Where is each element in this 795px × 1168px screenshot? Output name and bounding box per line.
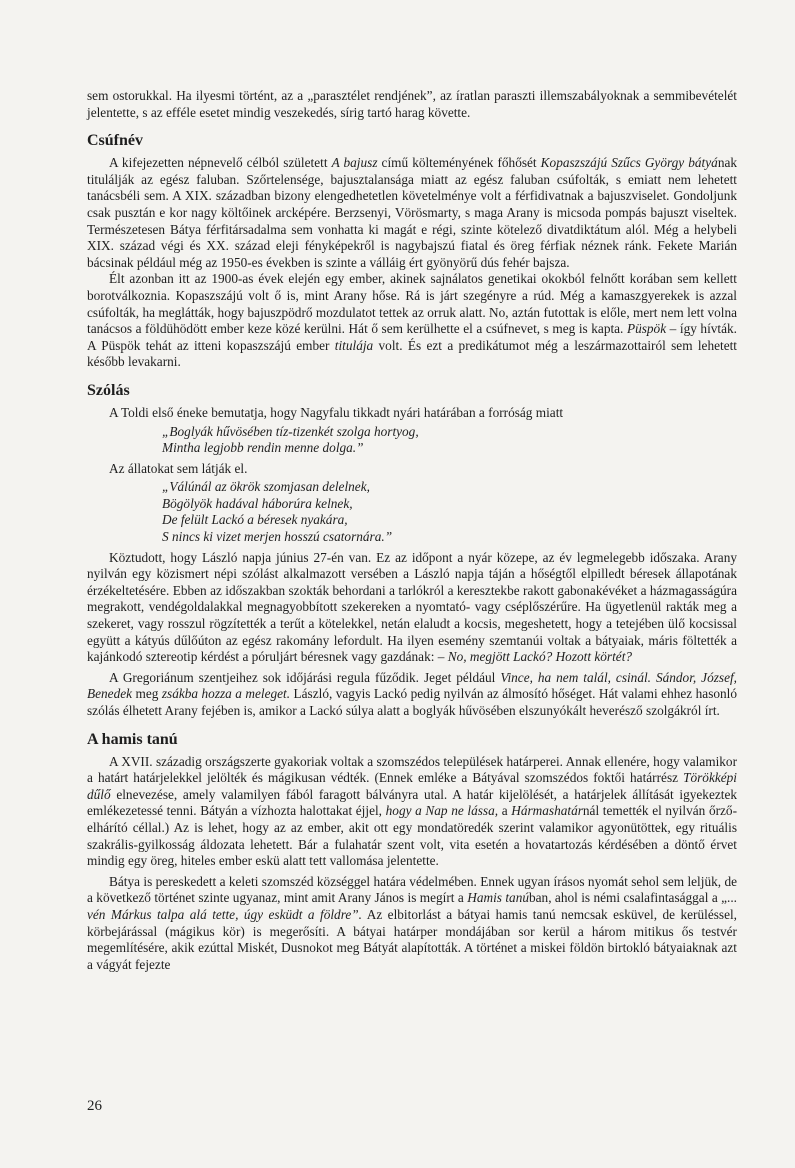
paragraph-szolas-2: Az állatokat sem látják el. bbox=[109, 460, 248, 476]
verse-line: S nincs ki vizet merjen hosszú csatornára.” bbox=[162, 529, 393, 545]
heading-hamis-tanu: A hamis tanú bbox=[87, 730, 178, 748]
verse-toldi-2 bbox=[162, 479, 737, 545]
paragraph-hamis-tanu-2: Bátya is pereskedett a keleti szomszéd községgel határa védelmében. Ennek ugyan írásos nyomát sehol sem leljük, de a következő történet szinte ugyanaz, mint amit Arany János is megírt a Hamis tanúban, ahol is némi csalafintasággal a „... vén Márkus talpa alá tette, úgy esküdt a földre”. Az elbitorlást a bátyai hamis tanú nemcsak esküvel, de kerüléssel, körbejárással (mágikus kör) is megerősíti. A bátyai határper mondájában sor kerül a három mitikus ős testvér megemlítésére, akik ezúttal Miskét, Dusnokot meg Bátyát alapították. A történet a miskei földön birtokló bátyaiaknak azt a vágyát fejezte bbox=[87, 873, 737, 972]
paragraph-intro: sem ostorukkal. Ha ilyesmi történt, az a „parasztélet rendjének”, az íratlan paraszti illemszabályoknak a semmibevételét jelentette, s az efféle esetet mindig veszekedés, sírig tartó harag követte. bbox=[87, 88, 737, 120]
page-content bbox=[87, 88, 737, 973]
paragraph-szolas-1: A Toldi első éneke bemutatja, hogy Nagyfalu tikkadt nyári határában a forróság miatt bbox=[109, 404, 564, 420]
paragraph-csufnev-1: A kifejezetten népnevelő célból született A bajusz című költeményének főhősét Kopaszszájú Szűcs György bátyának titulálják az egész faluban. Szőrtelensége, bajusztalansága miatt az egész faluban csúfolták, s emiatt nem lehetett tanácsbéli sem. A XIX. században bizony elengedhetetlen követelménye volt a férfidivatnak a bajuszviselet. Gondoljunk csak pusztán e kor nagy költőinek arcképére. Berzsenyi, Vörösmarty, s maga Arany is micsoda pompás bajuszt viseltek. Természetesen Bátya férfitársadalma sem vonhatta ki magát e régi, szinte kötelező divatdiktátum alól. Még a helybeli XIX. század végi és XX. század eleji fényképekről is nagybajszú fiatal és öreg férfiak néznek ránk. Fekete Marián bácsinak például még az 1950-es években is szinte a válláig ért gyönyörű dús fehér bajsza. bbox=[87, 155, 738, 270]
verse-line: Mintha legjobb rendin menne dolga.” bbox=[162, 440, 364, 456]
verse-toldi-1 bbox=[162, 424, 737, 457]
verse-line: Bögölyök hadával háborúra kelnek, bbox=[162, 495, 353, 511]
page-number: 26 bbox=[87, 1098, 102, 1114]
heading-szolas: Szólás bbox=[87, 381, 130, 399]
verse-line: De felült Lackó a béresek nyakára, bbox=[162, 512, 348, 528]
paragraph-szolas-4: A Gregoriánum szentjeihez sok időjárási regula fűződik. Jeget például Vince, ha nem talál, csinál. Sándor, József, Benedek meg zsákba hozza a meleget. László, vagyis Lackó pedig nyilván az álmosító hőséget. Hát valami ehhez hasonló szólás élhetett Arany fejében is, amikor a Lackó súlya alatt a boglyák hűvösében elszunyókált heverésző szolgákról írt. bbox=[87, 669, 738, 718]
paragraph-hamis-tanu-1: A XVII. századig országszerte gyakoriak voltak a szomszédos települések határperei. Annak ellenére, hogy valamikor a határt határjelekkel jelölték és mágikusan védték. (Ennek emléke a Bátyával szomszédos foktői határrész Törökképi dűlő elnevezése, amely valamilyen fából faragott bálványra utal. A határ kijelölését, a határjelek állítását igyekeztek emlékezetessé tenni. Bátyán a vízhozta halottakat éjjel, hogy a Nap ne lássa, a Hármashatárnál temették el nyilván őrző-elhárító céllal.) Az is lehet, hogy az az ember, akit ott egy mondatöredék szerint valamikor agyonütöttek, egy rituális szakrális-gyilkosság áldozata lehetett. Bár a fulahatár szent volt, vita esetén a hovatartozás kérdésében a döntő érvet mindig egy öreg, hiteles ember eskü alatt tett vallomása jelentette. bbox=[87, 753, 737, 869]
verse-line: „Válúnál az ökrök szomjasan delelnek, bbox=[162, 479, 370, 495]
heading-csufnev: Csúfnév bbox=[87, 132, 144, 150]
paragraph-csufnev-2: Élt azonban itt az 1900-as évek elején egy ember, akinek sajnálatos genetikai okokból felnőtt korában sem kellett borotválkoznia. Kopaszszájú volt ő is, mint Arany hőse. Rá is járt szegényre a rúd. Még a kamaszgyerekek is azzal csúfolták, ha meglátták, hogy bajuszpödrő mozdulatot tettek az orruk alatt. No, aztán futottak is előle, mert nem lett volna tanácsos a földühödött ember keze közé kerülni. Hát ő sem kerülhette el a csúfnevet, s meg is kapta. Püspök – így hívták. A Püspök tehát az itteni kopaszszájú ember titulája volt. És ezt a predikátumot még a leszármazottairól sem lehetett később levakarni. bbox=[87, 271, 737, 370]
paragraph-szolas-3: Köztudott, hogy László napja június 27-én van. Ez az időpont a nyár közepe, az év legmelegebb időszaka. Arany nyilván egy közismert népi szólást alkalmazott versében a László napja táján a hőségtől elpilledt béresek állapotának érzékeltetésére. Ebben az időszakban szokták behordani a tarlókról a keresztekbe rakott gabonakévéket a házmagasságúra megrakott, vendégoldalakkal megnagyobbított szekereken a nyomtató- vagy cséplőszérűre. Ha ügyetlenül rakták meg a szekeret, vagy rosszul rögzítették a terűt a kötelekkel, netán elaludt a kocsis, megeshetett, hogy a tetejében ülő kocsissal együtt a kátyús dűlőúton az egész rakomány lefordult. Ha ilyen esemény szemtanúi voltak a bátyaiak, máris föltették a kajánkodó sztereotip kérdést a póruljárt béresnek vagy gazdának: – No, megjött Lackó? Hozott körtét? bbox=[87, 549, 737, 665]
verse-line: „Boglyák hűvösében tíz-tizenkét szolga hortyog, bbox=[162, 423, 419, 439]
